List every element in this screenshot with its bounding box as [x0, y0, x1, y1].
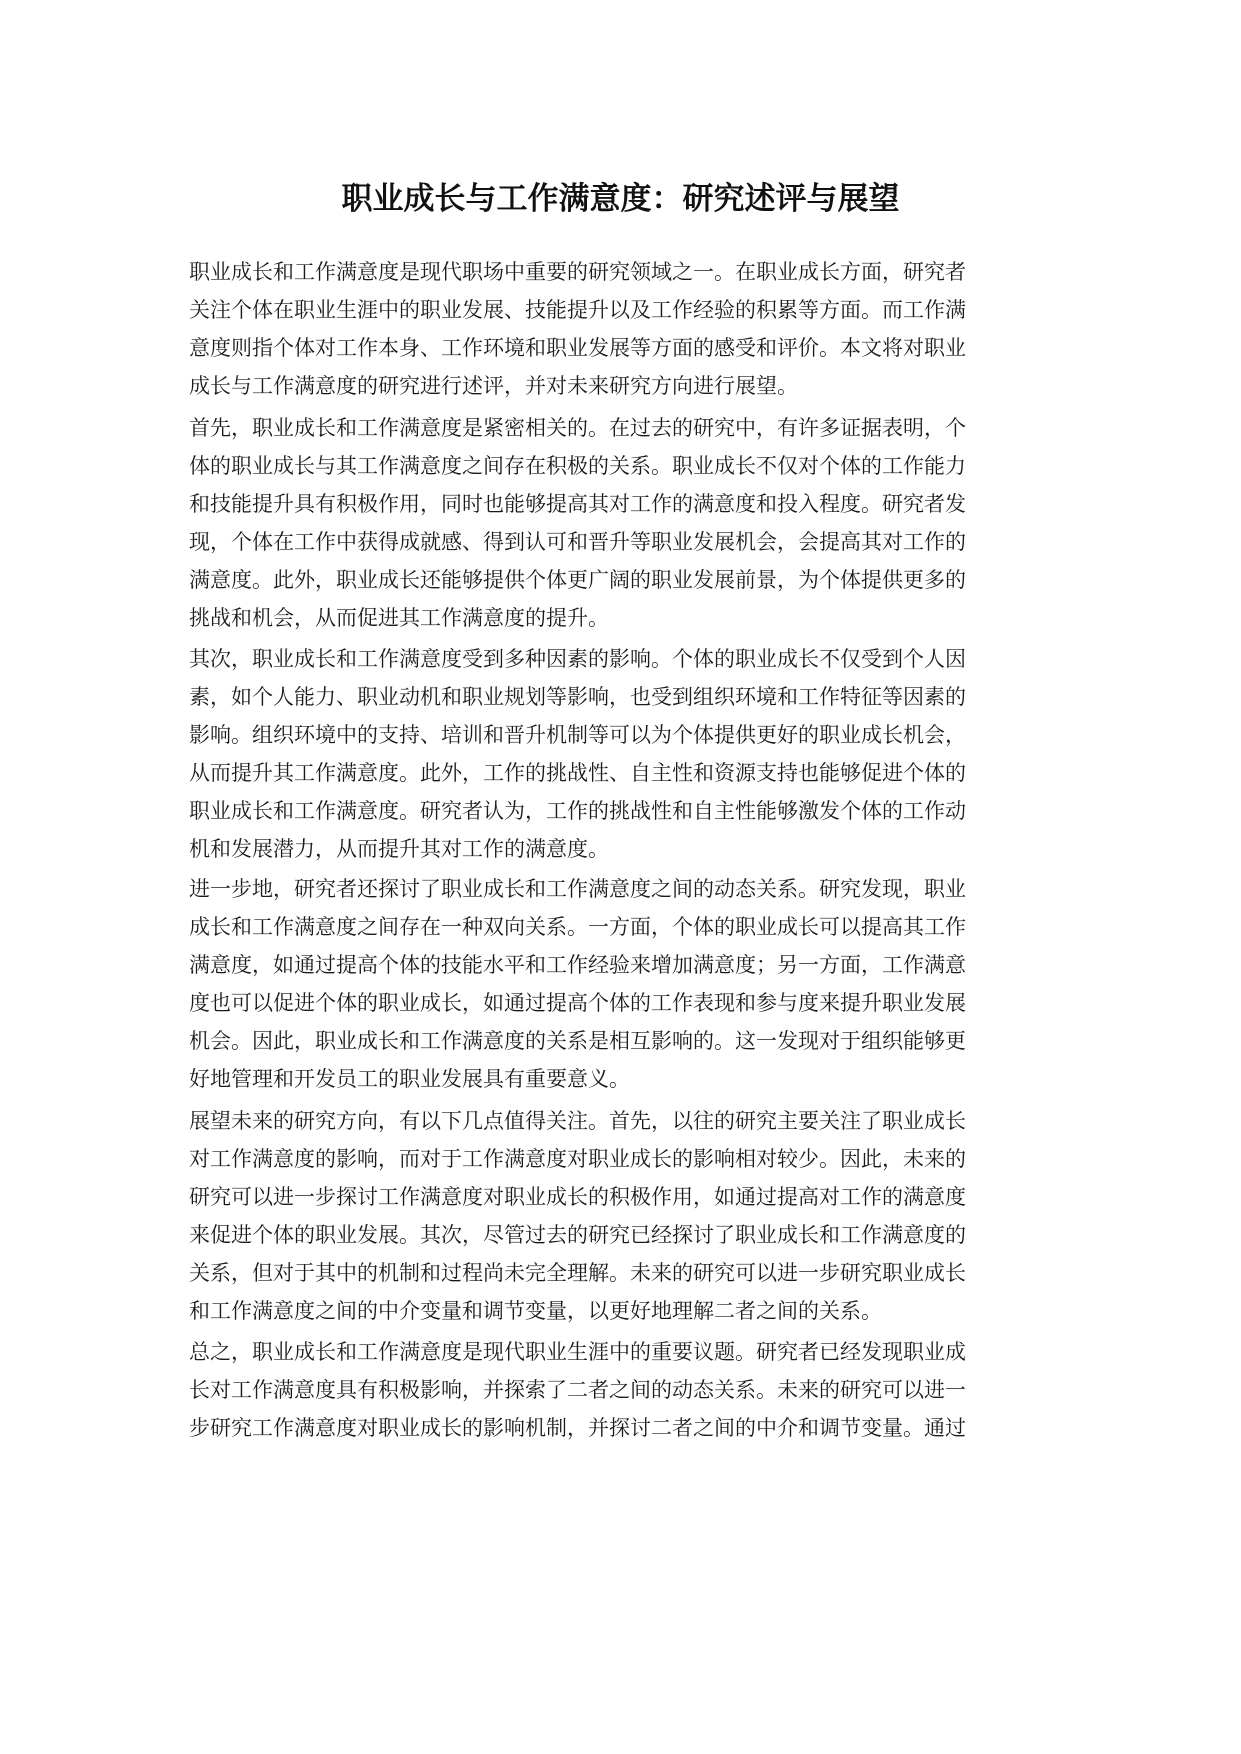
- text-line: 其次，职业成长和工作满意度受到多种因素的影响。个体的职业成长不仅受到个人因: [189, 647, 966, 671]
- text-line: 职业成长和工作满意度。研究者认为，工作的挑战性和自主性能够激发个体的工作动: [189, 799, 966, 823]
- paragraph-first-point: [189, 409, 1049, 637]
- text-line: 从而提升其工作满意度。此外，工作的挑战性、自主性和资源支持也能够促进个体的: [189, 761, 966, 785]
- text-line: 来促进个体的职业发展。其次，尽管过去的研究已经探讨了职业成长和工作满意度的: [189, 1223, 966, 1247]
- text-line: 挑战和机会，从而促进其工作满意度的提升。: [189, 606, 609, 630]
- text-line: 满意度，如通过提高个体的技能水平和工作经验来增加满意度；另一方面，工作满意: [189, 953, 966, 977]
- text-line: 对工作满意度的影响，而对于工作满意度对职业成长的影响相对较少。因此，未来的: [189, 1147, 966, 1171]
- text-line: 关系，但对于其中的机制和过程尚未完全理解。未来的研究可以进一步研究职业成长: [189, 1261, 966, 1285]
- text-line: 成长与工作满意度的研究进行述评，并对未来研究方向进行展望。: [189, 374, 798, 398]
- page-title: 职业成长与工作满意度：研究述评与展望: [341, 181, 900, 217]
- text-line: 意度则指个体对工作本身、工作环境和职业发展等方面的感受和评价。本文将对职业: [189, 336, 966, 360]
- paragraph-influencing-factors: [189, 640, 1049, 868]
- text-line: 展望未来的研究方向，有以下几点值得关注。首先，以往的研究主要关注了职业成长: [189, 1109, 966, 1133]
- text-line: 素，如个人能力、职业动机和职业规划等影响，也受到组织环境和工作特征等因素的: [189, 685, 966, 709]
- text-line: 度也可以促进个体的职业成长，如通过提高个体的工作表现和参与度来提升职业发展: [189, 991, 966, 1015]
- text-line: 机和发展潜力，从而提升其对工作的满意度。: [189, 837, 609, 861]
- text-line: 体的职业成长与其工作满意度之间存在积极的关系。职业成长不仅对个体的工作能力: [189, 454, 966, 478]
- text-line: 研究可以进一步探讨工作满意度对职业成长的积极作用，如通过提高对工作的满意度: [189, 1185, 966, 1209]
- text-line: 满意度。此外，职业成长还能够提供个体更广阔的职业发展前景，为个体提供更多的: [189, 568, 966, 592]
- paragraph-intro: [189, 253, 1049, 405]
- text-line: 关注个体在职业生涯中的职业发展、技能提升以及工作经验的积累等方面。而工作满: [189, 298, 966, 322]
- text-line: 职业成长和工作满意度是现代职场中重要的研究领域之一。在职业成长方面，研究者: [189, 260, 966, 284]
- paragraph-conclusion: [189, 1333, 1049, 1447]
- text-line: 现，个体在工作中获得成就感、得到认可和晋升等职业发展机会，会提高其对工作的: [189, 530, 966, 554]
- text-line: 和技能提升具有积极作用，同时也能够提高其对工作的满意度和投入程度。研究者发: [189, 492, 966, 516]
- text-line: 和工作满意度之间的中介变量和调节变量，以更好地理解二者之间的关系。: [189, 1299, 882, 1323]
- text-line: 步研究工作满意度对职业成长的影响机制，并探讨二者之间的中介和调节变量。通过: [189, 1416, 966, 1440]
- text-line: 影响。组织环境中的支持、培训和晋升机制等可以为个体提供更好的职业成长机会，: [189, 723, 966, 747]
- paragraph-dynamic-relationship: [189, 870, 1049, 1098]
- text-line: 好地管理和开发员工的职业发展具有重要意义。: [189, 1067, 630, 1091]
- text-line: 总之，职业成长和工作满意度是现代职业生涯中的重要议题。研究者已经发现职业成: [189, 1340, 966, 1364]
- text-line: 成长和工作满意度之间存在一种双向关系。一方面，个体的职业成长可以提高其工作: [189, 915, 966, 939]
- text-line: 首先，职业成长和工作满意度是紧密相关的。在过去的研究中，有许多证据表明，个: [189, 416, 966, 440]
- text-line: 进一步地，研究者还探讨了职业成长和工作满意度之间的动态关系。研究发现，职业: [189, 877, 966, 901]
- text-line: 机会。因此，职业成长和工作满意度的关系是相互影响的。这一发现对于组织能够更: [189, 1029, 966, 1053]
- paragraph-future-directions: [189, 1102, 1049, 1330]
- text-line: 长对工作满意度具有积极影响，并探索了二者之间的动态关系。未来的研究可以进一: [189, 1378, 966, 1402]
